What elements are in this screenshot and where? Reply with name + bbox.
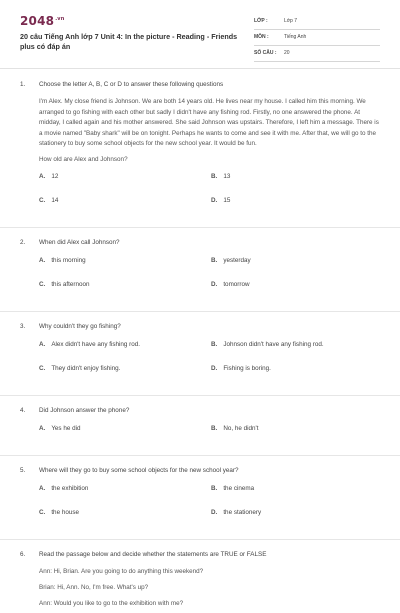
meta-key-count: SỐ CÂU : xyxy=(254,50,277,56)
option-text: No, he didn't xyxy=(223,424,259,432)
option-row xyxy=(39,485,380,509)
question-text: Where will they go to buy some school objects for the new school year? xyxy=(39,466,239,474)
question-number: 2. xyxy=(20,238,26,246)
option-letter: C. xyxy=(39,280,46,288)
question-number: 1. xyxy=(20,81,26,88)
header-divider xyxy=(0,68,400,69)
option-text: 14 xyxy=(51,196,59,204)
option-row xyxy=(39,257,380,281)
option-text: Fishing is boring. xyxy=(223,364,271,372)
answer-options xyxy=(39,425,380,449)
question-text: When did Alex call Johnson? xyxy=(39,238,120,246)
option-text: yesterday xyxy=(223,256,251,264)
question-instruction: Choose the letter A, B, C or D to answer these following questions xyxy=(39,81,224,88)
dialogue-line: Brian: Hi, Ann. No, I'm free. What's up? xyxy=(39,583,149,591)
option-text: 12 xyxy=(51,172,59,180)
question-4 xyxy=(0,396,400,456)
option-row xyxy=(39,425,380,449)
answer-options xyxy=(39,485,380,533)
question-2 xyxy=(0,228,400,312)
option-c[interactable] xyxy=(39,281,89,288)
option-c[interactable] xyxy=(39,365,120,372)
option-letter: A. xyxy=(39,484,46,492)
answer-options xyxy=(39,257,380,305)
option-letter: B. xyxy=(211,340,218,348)
option-d[interactable] xyxy=(211,509,261,516)
option-letter: D. xyxy=(211,196,218,204)
option-row xyxy=(39,341,380,365)
option-a[interactable] xyxy=(39,173,58,180)
option-a[interactable] xyxy=(39,257,86,264)
option-letter: D. xyxy=(211,508,218,516)
option-text: tomorrow xyxy=(223,280,250,288)
question-1 xyxy=(0,70,400,228)
meta-value-subject: Tiếng Anh xyxy=(284,34,307,40)
meta-value-count: 20 xyxy=(284,50,290,56)
document-title: 20 câu Tiếng Anh lớp 7 Unit 4: In the picture - Reading - Friends plus có đáp án xyxy=(20,32,238,51)
question-list xyxy=(0,70,400,613)
meta-row-count xyxy=(254,46,380,62)
option-text: 13 xyxy=(223,172,231,180)
option-text: the stationery xyxy=(223,508,262,516)
question-text: Why couldn't they go fishing? xyxy=(39,322,121,330)
answer-options xyxy=(39,173,380,221)
option-text: Johnson didn't have any fishing rod. xyxy=(223,340,324,348)
logo-suffix: .vn xyxy=(55,16,65,22)
option-text: the cinema xyxy=(223,484,255,492)
question-3 xyxy=(0,312,400,396)
reading-passage: I'm Alex. My close friend is Johnson. We are both 14 years old. He lives near my house. I called him this morning. We arranged to go fishing with each other but sadly I didn't have any fishing rod. Firstly, no one answered the phone. At midday, I called again and his mother answered. She said Johnson was upstairs. Therefore, I left him a message. There is a movie named "Baby shark" will be on tonight. Perhaps he wants to come and see it with me. After that, we will go to the stationery to buy some school objects for the new school year. It would be fun. xyxy=(39,98,379,147)
option-letter: D. xyxy=(211,280,218,288)
option-a[interactable] xyxy=(39,425,81,432)
option-letter: C. xyxy=(39,508,46,516)
question-number: 5. xyxy=(20,466,26,474)
option-row xyxy=(39,281,380,305)
dialogue-line: Ann: Would you like to go to the exhibition with me? xyxy=(39,599,184,607)
answer-options xyxy=(39,341,380,389)
meta-key-class: LỚP : xyxy=(254,18,268,24)
option-b[interactable] xyxy=(211,257,251,264)
option-d[interactable] xyxy=(211,281,250,288)
question-instruction: Read the passage below and decide whether the statements are TRUE or FALSE xyxy=(39,550,267,558)
page-header xyxy=(0,0,400,62)
question-5 xyxy=(0,456,400,540)
logo-text: 2048 xyxy=(20,14,55,28)
option-text: 15 xyxy=(223,196,231,204)
option-text: this afternoon xyxy=(51,280,90,288)
option-letter: C. xyxy=(39,364,46,372)
option-text: the house xyxy=(51,508,79,516)
option-text: Yes he did xyxy=(51,424,81,432)
option-c[interactable] xyxy=(39,509,79,516)
option-text: They didn't enjoy fishing. xyxy=(51,364,121,372)
option-text: Alex didn't have any fishing rod. xyxy=(51,340,141,348)
option-row xyxy=(39,173,380,197)
option-letter: B. xyxy=(211,484,218,492)
meta-table xyxy=(254,14,380,62)
meta-key-subject: MÔN : xyxy=(254,34,269,40)
meta-row-class xyxy=(254,14,380,30)
option-text: this morning xyxy=(51,256,86,264)
option-letter: A. xyxy=(39,424,46,432)
question-6 xyxy=(0,540,400,613)
option-letter: C. xyxy=(39,196,46,204)
option-letter: A. xyxy=(39,172,46,180)
option-row xyxy=(39,197,380,221)
option-b[interactable] xyxy=(211,173,230,180)
option-a[interactable] xyxy=(39,485,88,492)
option-c[interactable] xyxy=(39,197,58,204)
option-letter: A. xyxy=(39,256,46,264)
option-letter: A. xyxy=(39,340,46,348)
option-b[interactable] xyxy=(211,425,258,432)
option-letter: B. xyxy=(211,256,218,264)
option-letter: B. xyxy=(211,172,218,180)
option-a[interactable] xyxy=(39,341,140,348)
option-d[interactable] xyxy=(211,365,271,372)
meta-row-subject xyxy=(254,30,380,46)
dialogue-line: Ann: Hi, Brian. Are you going to do anything this weekend? xyxy=(39,567,204,575)
option-b[interactable] xyxy=(211,341,324,348)
question-text: How old are Alex and Johnson? xyxy=(39,155,128,163)
meta-value-class: Lớp 7 xyxy=(284,18,298,24)
option-letter: D. xyxy=(211,364,218,372)
option-letter: B. xyxy=(211,424,218,432)
question-text: Did Johnson answer the phone? xyxy=(39,406,130,414)
option-row xyxy=(39,365,380,389)
question-number: 4. xyxy=(20,406,26,414)
option-d[interactable] xyxy=(211,197,230,204)
question-number: 6. xyxy=(20,550,26,558)
question-number: 3. xyxy=(20,322,26,330)
site-logo[interactable] xyxy=(20,14,65,28)
option-row xyxy=(39,509,380,533)
option-b[interactable] xyxy=(211,485,254,492)
option-text: the exhibition xyxy=(51,484,89,492)
